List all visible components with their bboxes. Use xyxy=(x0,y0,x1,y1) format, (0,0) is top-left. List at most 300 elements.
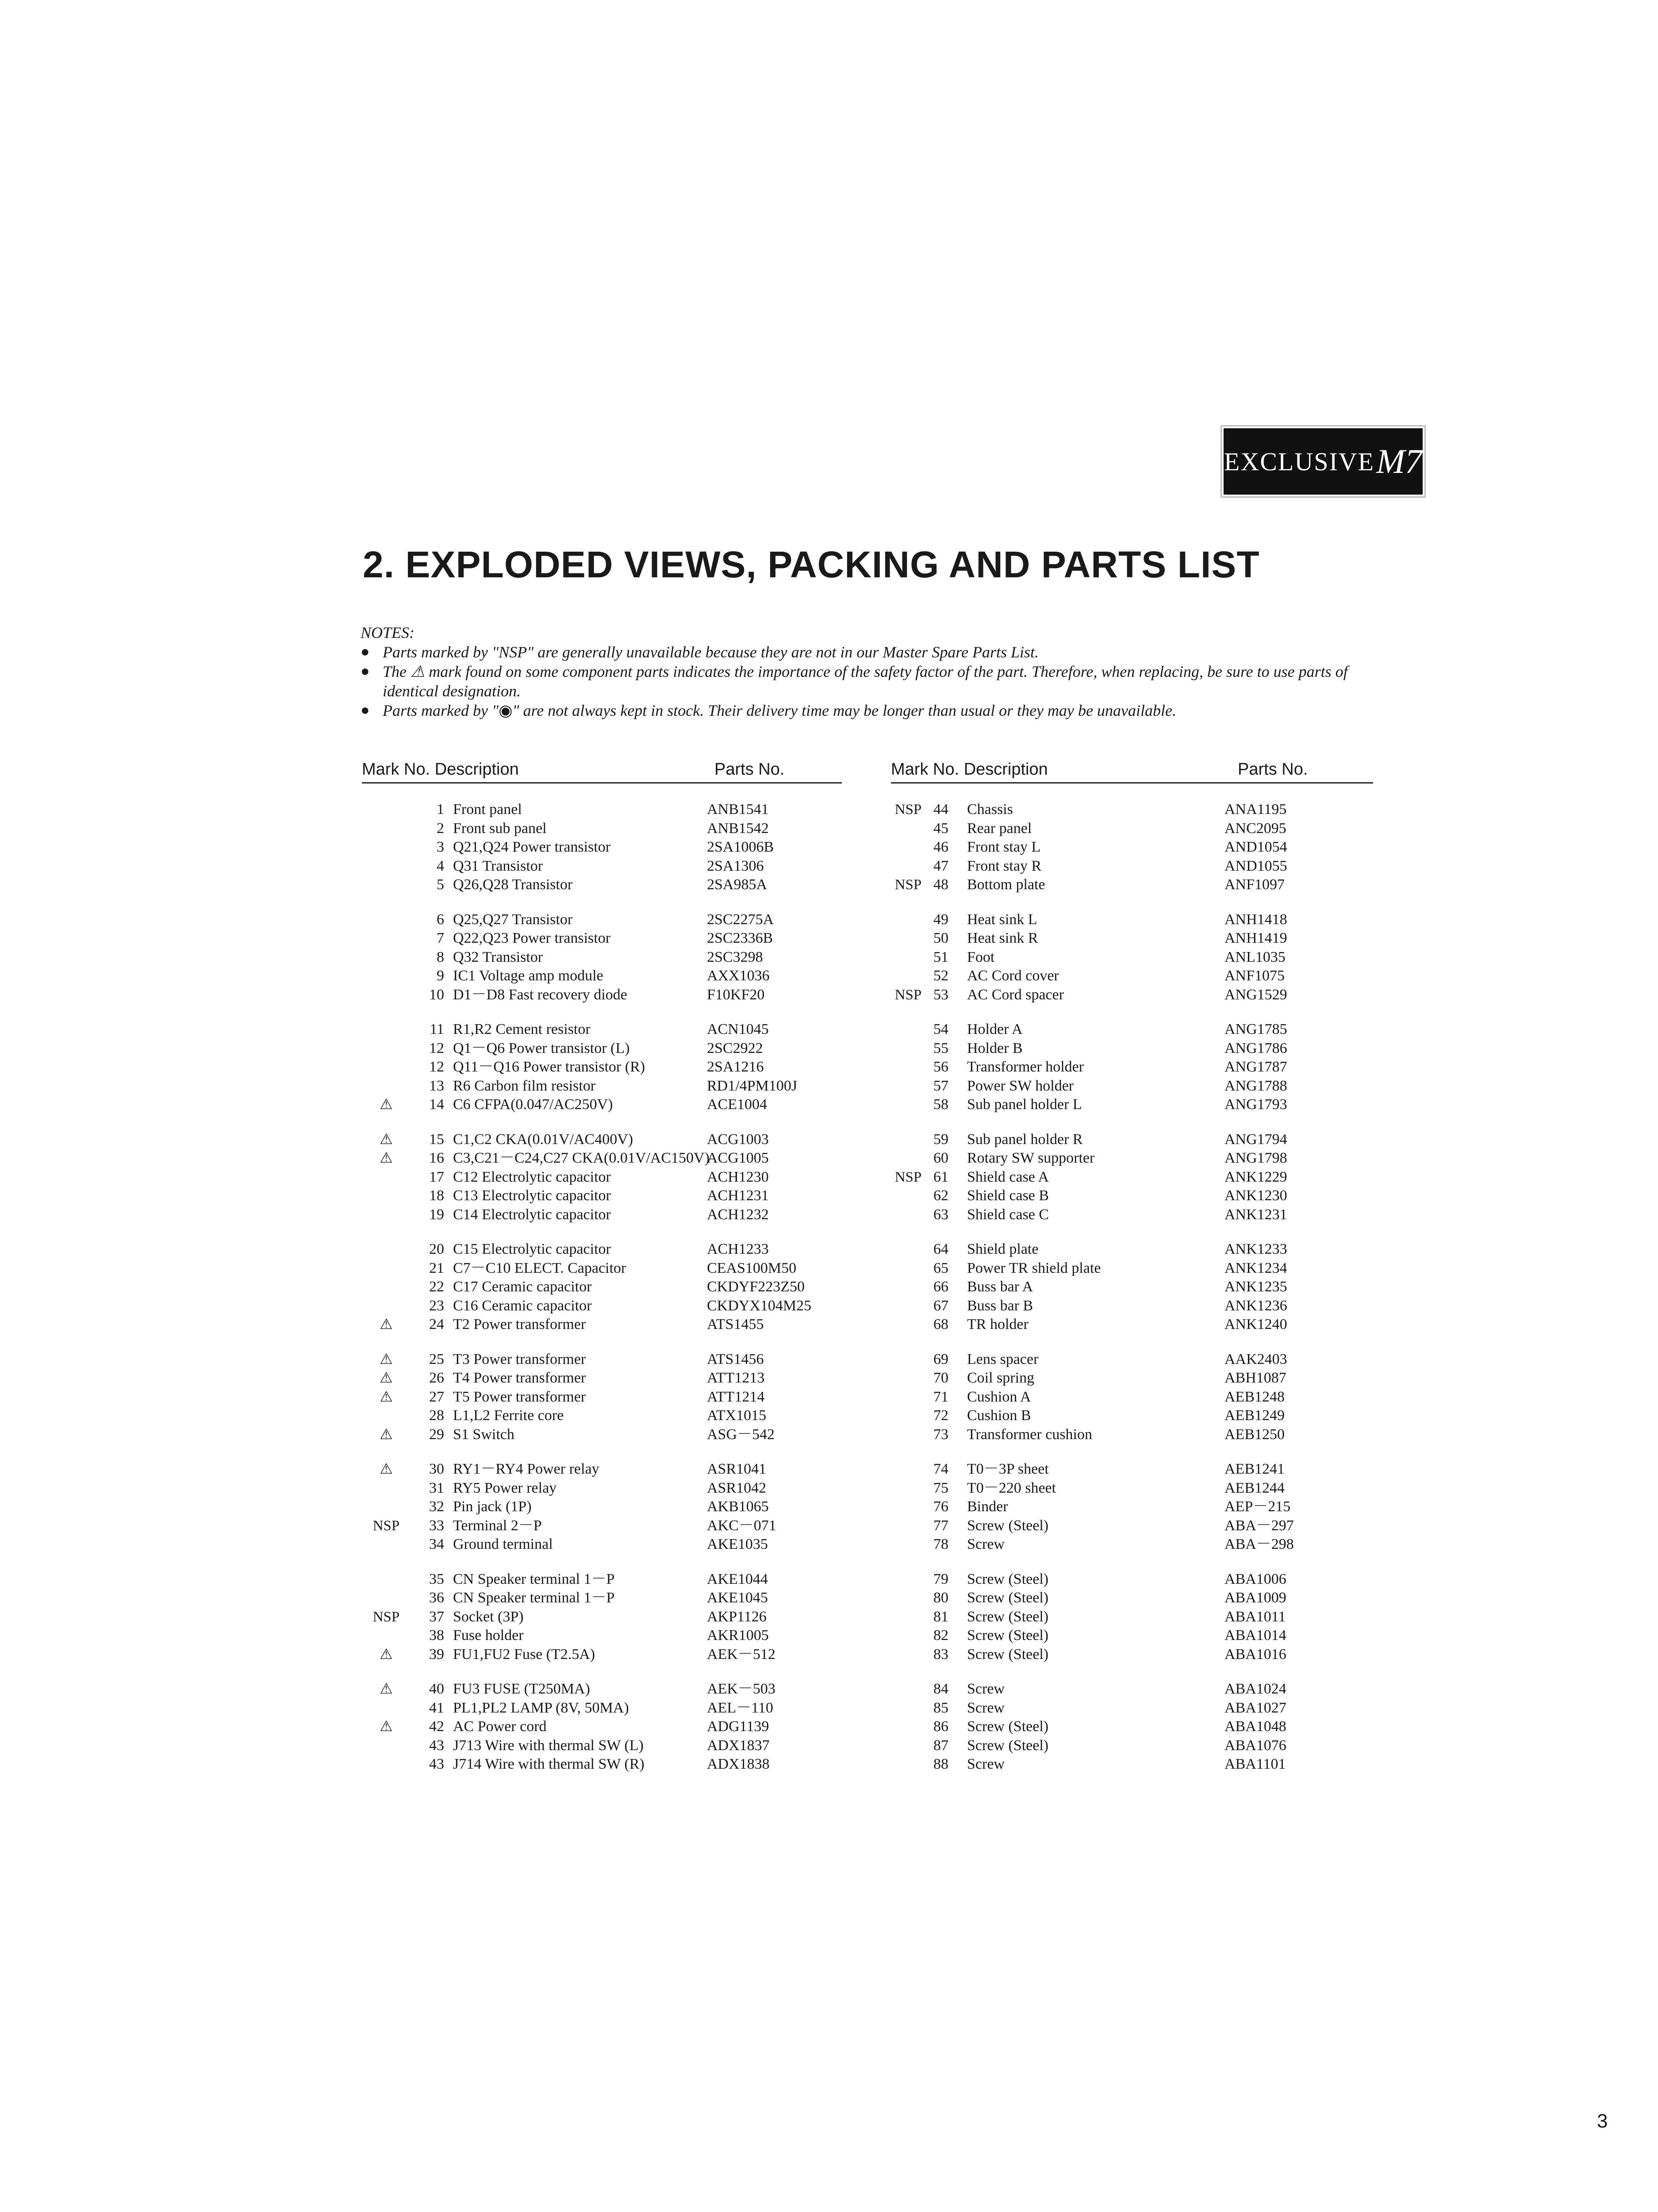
description-cell: Heat sink L xyxy=(967,911,1037,928)
number-cell: 9 xyxy=(437,968,444,984)
parts-no-cell: ATX1015 xyxy=(707,1407,767,1424)
description-cell: Screw (Steel) xyxy=(967,1627,1049,1644)
number-cell: 39 xyxy=(429,1646,444,1663)
table-row xyxy=(891,1187,1373,1206)
table-row xyxy=(362,1608,842,1627)
description-cell: FU3 FUSE (T250MA) xyxy=(453,1681,590,1697)
mark-cell: ⚠ xyxy=(380,1370,393,1386)
parts-no-cell: ANF1097 xyxy=(1224,876,1285,893)
table-row xyxy=(891,1680,1373,1699)
table-row xyxy=(362,1717,842,1736)
table-row xyxy=(891,1350,1373,1369)
parts-no-cell: ABA1024 xyxy=(1224,1681,1286,1697)
table-row xyxy=(891,1517,1373,1536)
parts-no-cell: AKP1126 xyxy=(707,1608,767,1625)
header-parts-no: Parts No. xyxy=(1238,760,1308,779)
mark-cell: NSP xyxy=(372,1517,400,1534)
number-cell: 36 xyxy=(429,1590,444,1606)
row-group xyxy=(362,1350,842,1444)
parts-no-cell: AKE1044 xyxy=(707,1571,768,1587)
description-cell: Fuse holder xyxy=(453,1627,524,1644)
number-cell: 46 xyxy=(933,839,948,855)
table-row xyxy=(891,1535,1373,1554)
row-group xyxy=(362,1460,842,1554)
description-cell: Q22,Q23 Power transistor xyxy=(453,930,611,946)
mark-cell: ⚠ xyxy=(380,1461,393,1477)
table-row xyxy=(362,1755,842,1774)
number-cell: 4 xyxy=(437,857,444,874)
number-cell: 40 xyxy=(429,1681,444,1697)
number-cell: 5 xyxy=(437,876,444,893)
number-cell: 79 xyxy=(933,1571,948,1587)
parts-no-cell: AEK－512 xyxy=(707,1646,775,1663)
parts-no-cell: ABA1016 xyxy=(1224,1646,1286,1663)
description-cell: Buss bar B xyxy=(967,1297,1033,1314)
number-cell: 33 xyxy=(429,1517,444,1534)
number-cell: 12 xyxy=(429,1040,444,1056)
description-cell: Foot xyxy=(967,949,995,965)
description-cell: Screw xyxy=(967,1536,1005,1552)
description-cell: C16 Ceramic capacitor xyxy=(453,1297,592,1314)
table-row xyxy=(891,1717,1373,1736)
row-group xyxy=(891,1020,1373,1114)
number-cell: 86 xyxy=(933,1718,948,1735)
number-cell: 73 xyxy=(933,1426,948,1443)
number-cell: 43 xyxy=(429,1737,444,1754)
number-cell: 7 xyxy=(437,930,444,946)
parts-no-cell: F10KF20 xyxy=(707,986,765,1003)
description-cell: T0－3P sheet xyxy=(967,1461,1049,1477)
description-cell: RY5 Power relay xyxy=(453,1479,557,1496)
parts-no-cell: ANC2095 xyxy=(1224,820,1286,837)
description-cell: Q31 Transistor xyxy=(453,857,543,874)
parts-no-cell: ANG1794 xyxy=(1224,1131,1287,1148)
description-cell: RY1－RY4 Power relay xyxy=(453,1461,599,1477)
description-cell: C7－C10 ELECT. Capacitor xyxy=(453,1260,626,1276)
number-cell: 49 xyxy=(933,911,948,928)
table-body-left xyxy=(362,800,842,1774)
description-cell: Q25,Q27 Transistor xyxy=(453,911,573,928)
parts-no-cell: 2SC2922 xyxy=(707,1040,763,1056)
mark-cell: ⚠ xyxy=(380,1719,393,1735)
table-row xyxy=(891,819,1373,838)
description-cell: Q32 Transistor xyxy=(453,949,543,965)
parts-no-cell: AEK－503 xyxy=(707,1681,775,1697)
parts-no-cell: ANG1785 xyxy=(1224,1021,1287,1037)
table-row xyxy=(891,1406,1373,1425)
number-cell: 88 xyxy=(933,1756,948,1772)
description-cell: R6 Carbon film resistor xyxy=(453,1077,596,1094)
parts-no-cell: AXX1036 xyxy=(707,968,770,984)
number-cell: 29 xyxy=(429,1426,444,1443)
parts-no-cell: ACH1231 xyxy=(707,1187,769,1204)
description-cell: C6 CFPA(0.047/AC250V) xyxy=(453,1096,613,1113)
number-cell: 19 xyxy=(429,1206,444,1223)
table-row xyxy=(891,857,1373,876)
description-cell: C12 Electrolytic capacitor xyxy=(453,1168,611,1185)
number-cell: 82 xyxy=(933,1627,948,1644)
number-cell: 57 xyxy=(933,1077,948,1094)
description-cell: Rear panel xyxy=(967,820,1032,837)
number-cell: 35 xyxy=(429,1571,444,1587)
row-group xyxy=(362,1130,842,1225)
table-row xyxy=(362,1626,842,1645)
parts-no-cell: AKC－071 xyxy=(707,1517,776,1534)
table-row xyxy=(891,1645,1373,1664)
parts-no-cell: 2SC3298 xyxy=(707,949,763,965)
note-item xyxy=(361,642,1369,662)
parts-no-cell: ANK1235 xyxy=(1224,1279,1287,1295)
bullet-icon: ● xyxy=(361,663,370,680)
table-body-right xyxy=(891,800,1373,1774)
description-cell: FU1,FU2 Fuse (T2.5A) xyxy=(453,1646,595,1663)
parts-no-cell: ADX1838 xyxy=(707,1756,770,1772)
description-cell: S1 Switch xyxy=(453,1426,514,1443)
number-cell: 53 xyxy=(933,986,948,1003)
description-cell: Transformer holder xyxy=(967,1059,1084,1075)
parts-no-cell: ANK1233 xyxy=(1224,1241,1287,1257)
description-cell: Shield case C xyxy=(967,1206,1049,1223)
table-row xyxy=(891,1168,1373,1187)
parts-no-cell: 2SA985A xyxy=(707,876,768,893)
number-cell: 10 xyxy=(429,986,444,1003)
number-cell: 23 xyxy=(429,1297,444,1314)
note-text: The ⚠ mark found on some component parts indicates the importance of the safety factor of the part. Therefore, when replacing, be sure to use parts of identical designation. xyxy=(383,663,1348,700)
table-row xyxy=(891,1278,1373,1297)
note-item xyxy=(361,701,1369,720)
parts-no-cell: AAK2403 xyxy=(1224,1351,1287,1367)
table-row xyxy=(362,1095,842,1114)
number-cell: 44 xyxy=(933,801,948,818)
description-cell: Front sub panel xyxy=(453,820,547,837)
parts-no-cell: ANA1195 xyxy=(1224,801,1287,818)
parts-no-cell: AEB1244 xyxy=(1224,1479,1285,1496)
parts-no-cell: ACH1232 xyxy=(707,1206,769,1223)
number-cell: 28 xyxy=(429,1407,444,1424)
table-row xyxy=(362,1130,842,1149)
number-cell: 8 xyxy=(437,949,444,965)
parts-no-cell: AEL－110 xyxy=(707,1699,773,1716)
number-cell: 58 xyxy=(933,1096,948,1113)
note-text: Parts marked by "◉" are not always kept in stock. Their delivery time may be longer than usual or they may be unavailable. xyxy=(383,702,1176,719)
number-cell: 72 xyxy=(933,1407,948,1424)
number-cell: 37 xyxy=(429,1608,444,1625)
number-cell: 25 xyxy=(429,1351,444,1367)
parts-no-cell: CKDYX104M25 xyxy=(707,1297,812,1314)
number-cell: 47 xyxy=(933,857,948,874)
description-cell: Holder B xyxy=(967,1040,1023,1056)
parts-no-cell: ADX1837 xyxy=(707,1737,770,1754)
parts-no-cell: ACN1045 xyxy=(707,1021,769,1037)
parts-no-cell: AEB1241 xyxy=(1224,1461,1285,1477)
parts-no-cell: ANG1798 xyxy=(1224,1150,1287,1166)
mark-cell: ⚠ xyxy=(380,1097,393,1113)
table-row xyxy=(362,1077,842,1096)
row-group xyxy=(891,1130,1373,1225)
row-group xyxy=(891,910,1373,1005)
parts-no-cell: ABA1076 xyxy=(1224,1737,1286,1754)
table-row xyxy=(362,1425,842,1444)
table-row xyxy=(362,1479,842,1498)
table-row xyxy=(362,819,842,838)
brand-logo-text: EXCLUSIVE xyxy=(1224,447,1375,476)
number-cell: 63 xyxy=(933,1206,948,1223)
notes-section xyxy=(361,623,1369,720)
table-row xyxy=(891,1020,1373,1039)
number-cell: 34 xyxy=(429,1536,444,1552)
mark-cell: NSP xyxy=(894,877,922,893)
parts-no-cell: ANG1793 xyxy=(1224,1096,1287,1113)
parts-no-cell: ACH1230 xyxy=(707,1168,769,1185)
row-group xyxy=(891,1240,1373,1334)
description-cell: L1,L2 Ferrite core xyxy=(453,1407,564,1424)
description-cell: Power SW holder xyxy=(967,1077,1074,1094)
table-row xyxy=(362,1498,842,1517)
number-cell: 42 xyxy=(429,1718,444,1735)
description-cell: Heat sink R xyxy=(967,930,1038,946)
brand-logo-model: M7 xyxy=(1376,442,1423,480)
table-row xyxy=(891,1058,1373,1077)
parts-no-cell: ANK1229 xyxy=(1224,1168,1287,1185)
description-cell: Front panel xyxy=(453,801,522,818)
table-row xyxy=(891,1699,1373,1718)
row-group xyxy=(362,1020,842,1114)
number-cell: 21 xyxy=(429,1260,444,1276)
number-cell: 22 xyxy=(429,1279,444,1295)
table-row xyxy=(362,910,842,929)
parts-no-cell: ANH1419 xyxy=(1224,930,1287,946)
table-row xyxy=(891,1206,1373,1225)
parts-no-cell: ANH1418 xyxy=(1224,911,1287,928)
description-cell: C1,C2 CKA(0.01V/AC400V) xyxy=(453,1131,633,1148)
parts-no-cell: ACG1005 xyxy=(707,1150,769,1166)
number-cell: 69 xyxy=(933,1351,948,1367)
number-cell: 30 xyxy=(429,1461,444,1477)
parts-no-cell: ATS1456 xyxy=(707,1351,764,1367)
parts-table-left xyxy=(362,760,842,1790)
parts-no-cell: ADG1139 xyxy=(707,1718,769,1735)
number-cell: 16 xyxy=(429,1150,444,1166)
number-cell: 59 xyxy=(933,1131,948,1148)
table-row xyxy=(362,800,842,819)
table-row xyxy=(362,1187,842,1206)
description-cell: Power TR shield plate xyxy=(967,1260,1101,1276)
table-row xyxy=(891,1297,1373,1316)
description-cell: Q26,Q28 Transistor xyxy=(453,876,573,893)
description-cell: Screw xyxy=(967,1756,1005,1772)
parts-no-cell: AKE1045 xyxy=(707,1590,768,1606)
number-cell: 26 xyxy=(429,1370,444,1386)
description-cell: C3,C21－C24,C27 CKA(0.01V/AC150V) xyxy=(453,1150,710,1166)
number-cell: 1 xyxy=(437,801,444,818)
description-cell: R1,R2 Cement resistor xyxy=(453,1021,591,1037)
description-cell: Screw (Steel) xyxy=(967,1590,1049,1606)
parts-no-cell: 2SC2275A xyxy=(707,911,774,928)
row-group xyxy=(362,800,842,895)
mark-cell: ⚠ xyxy=(380,1150,393,1166)
mark-cell: ⚠ xyxy=(380,1646,393,1663)
table-row xyxy=(362,1297,842,1316)
bullet-icon: ● xyxy=(361,702,370,718)
parts-no-cell: ABA1014 xyxy=(1224,1627,1286,1644)
description-cell: Shield case A xyxy=(967,1168,1049,1185)
number-cell: 38 xyxy=(429,1627,444,1644)
row-group xyxy=(362,1680,842,1774)
number-cell: 81 xyxy=(933,1608,948,1625)
table-row xyxy=(891,1259,1373,1278)
row-group xyxy=(362,910,842,1005)
number-cell: 60 xyxy=(933,1150,948,1166)
number-cell: 83 xyxy=(933,1646,948,1663)
row-group xyxy=(891,1350,1373,1444)
number-cell: 50 xyxy=(933,930,948,946)
number-cell: 55 xyxy=(933,1040,948,1056)
bullet-icon: ● xyxy=(361,644,370,660)
table-row xyxy=(891,1589,1373,1608)
table-row xyxy=(891,948,1373,967)
description-cell: Cushion B xyxy=(967,1407,1031,1424)
table-row xyxy=(362,1736,842,1755)
description-cell: Terminal 2－P xyxy=(453,1517,542,1534)
description-cell: Chassis xyxy=(967,801,1013,818)
description-cell: C14 Electrolytic capacitor xyxy=(453,1206,611,1223)
mark-cell: ⚠ xyxy=(380,1317,393,1333)
description-cell: Q11－Q16 Power transistor (R) xyxy=(453,1059,645,1075)
number-cell: 11 xyxy=(430,1021,444,1037)
parts-no-cell: ABA1027 xyxy=(1224,1699,1286,1716)
description-cell: Binder xyxy=(967,1498,1008,1515)
parts-no-cell: ACE1004 xyxy=(707,1096,767,1113)
description-cell: Pin jack (1P) xyxy=(453,1498,532,1515)
description-cell: Screw xyxy=(967,1681,1005,1697)
header-parts-no: Parts No. xyxy=(714,760,785,779)
description-cell: D1－D8 Fast recovery diode xyxy=(453,986,627,1003)
description-cell: C17 Ceramic capacitor xyxy=(453,1279,592,1295)
number-cell: 78 xyxy=(933,1536,948,1552)
description-cell: AC Cord cover xyxy=(967,968,1059,984)
parts-no-cell: AEP－215 xyxy=(1224,1498,1291,1515)
table-row xyxy=(891,1130,1373,1149)
table-row xyxy=(891,1608,1373,1627)
number-cell: 71 xyxy=(933,1388,948,1405)
parts-no-cell: ANG1529 xyxy=(1224,986,1287,1003)
table-row xyxy=(362,1149,842,1168)
description-cell: Q21,Q24 Power transistor xyxy=(453,839,611,855)
parts-no-cell: ABA1009 xyxy=(1224,1590,1286,1606)
table-row xyxy=(362,1406,842,1425)
number-cell: 2 xyxy=(437,820,444,837)
number-cell: 68 xyxy=(933,1316,948,1333)
table-row xyxy=(362,857,842,876)
parts-no-cell: AEB1250 xyxy=(1224,1426,1285,1443)
description-cell: Bottom plate xyxy=(967,876,1045,893)
parts-no-cell: ATT1213 xyxy=(707,1370,765,1386)
table-header xyxy=(891,760,1373,783)
number-cell: 67 xyxy=(933,1297,948,1314)
parts-no-cell: AEB1248 xyxy=(1224,1388,1285,1405)
number-cell: 76 xyxy=(933,1498,948,1515)
parts-no-cell: AKR1005 xyxy=(707,1627,769,1644)
table-row xyxy=(891,1626,1373,1645)
parts-no-cell: ANF1075 xyxy=(1224,968,1285,984)
table-row xyxy=(891,1315,1373,1334)
number-cell: 87 xyxy=(933,1737,948,1754)
description-cell: Screw (Steel) xyxy=(967,1571,1049,1587)
number-cell: 84 xyxy=(933,1681,948,1697)
mark-cell: NSP xyxy=(372,1609,400,1625)
description-cell: Q1－Q6 Power transistor (L) xyxy=(453,1040,630,1056)
table-row xyxy=(362,1259,842,1278)
table-row xyxy=(891,800,1373,819)
table-row xyxy=(362,1460,842,1479)
description-cell: PL1,PL2 LAMP (8V, 50MA) xyxy=(453,1699,629,1716)
table-row xyxy=(891,967,1373,986)
number-cell: 74 xyxy=(933,1461,948,1477)
table-row xyxy=(891,1498,1373,1517)
description-cell: J713 Wire with thermal SW (L) xyxy=(453,1737,644,1754)
parts-no-cell: ATT1214 xyxy=(707,1388,765,1405)
mark-cell: NSP xyxy=(894,1169,922,1185)
parts-no-cell: ABA－297 xyxy=(1224,1517,1294,1534)
description-cell: Shield case B xyxy=(967,1187,1049,1204)
parts-no-cell: ANG1788 xyxy=(1224,1077,1287,1094)
number-cell: 17 xyxy=(429,1168,444,1185)
description-cell: AC Cord spacer xyxy=(967,986,1064,1003)
table-row xyxy=(362,986,842,1005)
parts-no-cell: AKB1065 xyxy=(707,1498,769,1515)
number-cell: 52 xyxy=(933,968,948,984)
header-mark-no-description: Mark No. Description xyxy=(891,760,1048,779)
parts-no-cell: ANB1541 xyxy=(707,801,769,818)
table-row xyxy=(362,967,842,986)
description-cell: Shield plate xyxy=(967,1241,1039,1257)
number-cell: 27 xyxy=(429,1388,444,1405)
description-cell: Front stay L xyxy=(967,839,1041,855)
table-row xyxy=(362,948,842,967)
table-row xyxy=(362,1350,842,1369)
table-row xyxy=(362,1020,842,1039)
parts-no-cell: ABA1006 xyxy=(1224,1571,1286,1587)
parts-no-cell: ANK1231 xyxy=(1224,1206,1287,1223)
table-row xyxy=(891,1369,1373,1388)
parts-no-cell: ABA1048 xyxy=(1224,1718,1286,1735)
parts-no-cell: CEAS100M50 xyxy=(707,1260,797,1276)
table-row xyxy=(891,1479,1373,1498)
number-cell: 14 xyxy=(429,1096,444,1113)
number-cell: 24 xyxy=(429,1316,444,1333)
number-cell: 80 xyxy=(933,1590,948,1606)
description-cell: Ground terminal xyxy=(453,1536,553,1552)
number-cell: 54 xyxy=(933,1021,948,1037)
number-cell: 43 xyxy=(429,1756,444,1772)
description-cell: Sub panel holder L xyxy=(967,1096,1082,1113)
note-item xyxy=(361,662,1369,701)
number-cell: 32 xyxy=(429,1498,444,1515)
description-cell: C15 Electrolytic capacitor xyxy=(453,1241,611,1257)
parts-no-cell: ASR1041 xyxy=(707,1461,767,1477)
description-cell: Screw (Steel) xyxy=(967,1517,1049,1534)
number-cell: 85 xyxy=(933,1699,948,1716)
description-cell: T4 Power transformer xyxy=(453,1370,586,1386)
table-row xyxy=(362,1589,842,1608)
table-row xyxy=(362,1240,842,1259)
note-text: Parts marked by "NSP" are generally unavailable because they are not in our Master Spare Parts List. xyxy=(383,643,1039,661)
table-row xyxy=(891,1755,1373,1774)
table-row xyxy=(891,838,1373,857)
description-cell: Transformer cushion xyxy=(967,1426,1092,1443)
number-cell: 13 xyxy=(429,1077,444,1094)
table-row xyxy=(891,929,1373,948)
